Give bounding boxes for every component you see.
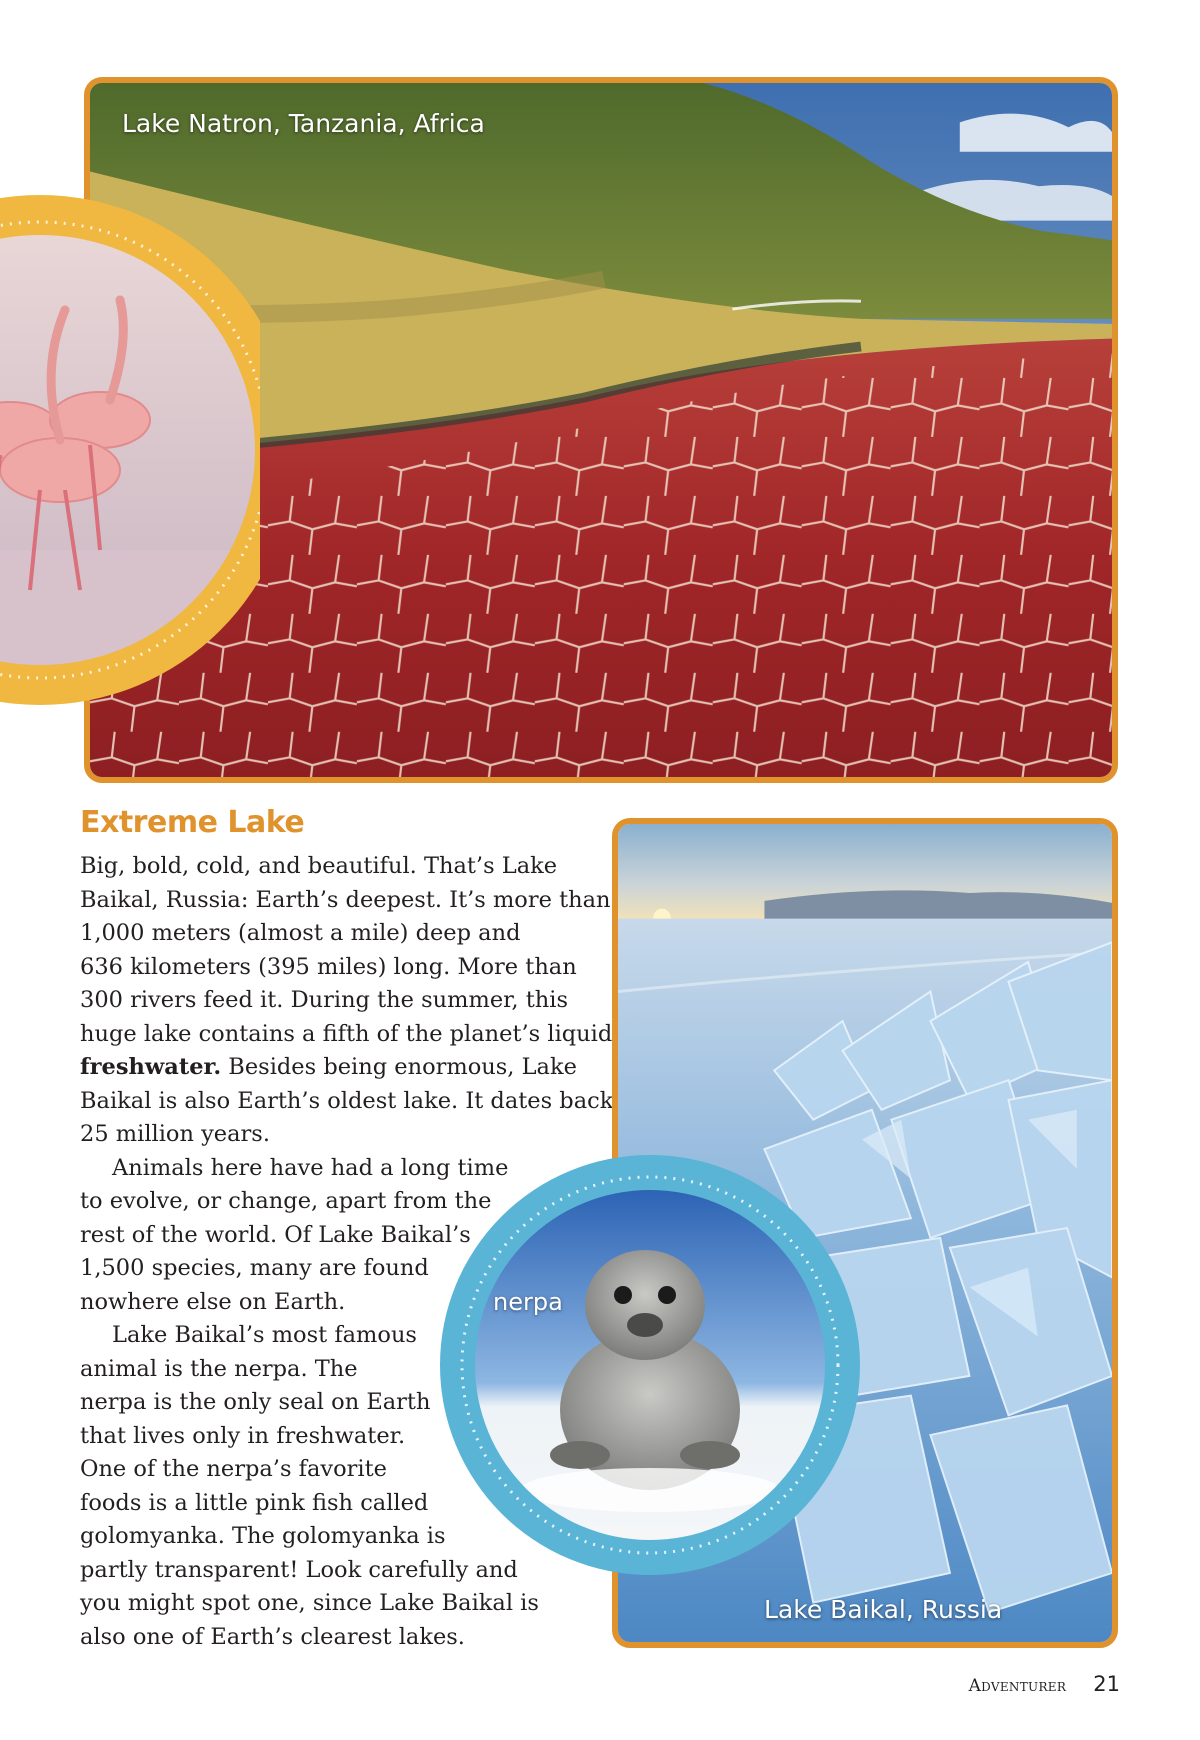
lake-baikal-caption: Lake Baikal, Russia [764,1595,1003,1624]
article-line: you might spot one, since Lake Baikal is [80,1590,539,1616]
article-line: foods is a little pink fish called [80,1489,429,1516]
article-line [80,1051,613,1085]
page-footer [969,1672,1120,1696]
article-line: Lake Baikal’s most famous [112,1322,417,1348]
article-line: nerpa is the only seal on Earth [80,1389,431,1415]
magazine-name: Adventurer [968,1676,1067,1696]
article-line: animal is the nerpa. The [80,1355,358,1382]
article-line: 1,500 species, many are found [80,1255,429,1281]
flamingo-badge [0,170,260,730]
page-number: 21 [1093,1672,1120,1696]
lake-natron-caption: Lake Natron, Tanzania, Africa [122,109,485,138]
nerpa-badge [440,1155,860,1575]
article-title: Extreme Lake [80,805,305,840]
nerpa-badge-image [440,1155,860,1575]
nerpa-label: nerpa [493,1288,563,1316]
article-line: Baikal is also Earth’s oldest lake. It dates back [80,1087,614,1114]
article-line: 636 kilometers (395 miles) long. More than [80,953,577,980]
article-line: Big, bold, cold, and beautiful. That’s Lake [80,853,558,879]
article-line: Baikal, Russia: Earth’s deepest. It’s more than [80,886,611,913]
article-line: golomyanka. The golomyanka is [80,1523,446,1549]
article-line: nowhere else on Earth. [80,1288,346,1315]
article-line: to evolve, or change, apart from the [80,1188,492,1214]
article-line: 300 rivers feed it. During the summer, this [80,987,569,1013]
flamingo-badge-image [0,170,260,730]
glossary-term: freshwater. [80,1054,222,1080]
article-line: huge lake contains a fifth of the planet’s liquid [80,1020,613,1047]
article-line: 1,000 meters (almost a mile) deep and [80,920,521,946]
article-line: 25 million years. [80,1121,270,1147]
article-line: that lives only in freshwater. [80,1422,406,1449]
article-line: also one of Earth’s clearest lakes. [80,1623,465,1650]
article-line: One of the nerpa’s favorite [80,1456,387,1482]
article-line-rest: Besides being enormous, Lake [221,1054,577,1080]
article-line: partly transparent! Look carefully and [80,1556,518,1583]
article-line: Animals here have had a long time [112,1154,509,1181]
article-line: rest of the world. Of Lake Baikal’s [80,1221,471,1248]
